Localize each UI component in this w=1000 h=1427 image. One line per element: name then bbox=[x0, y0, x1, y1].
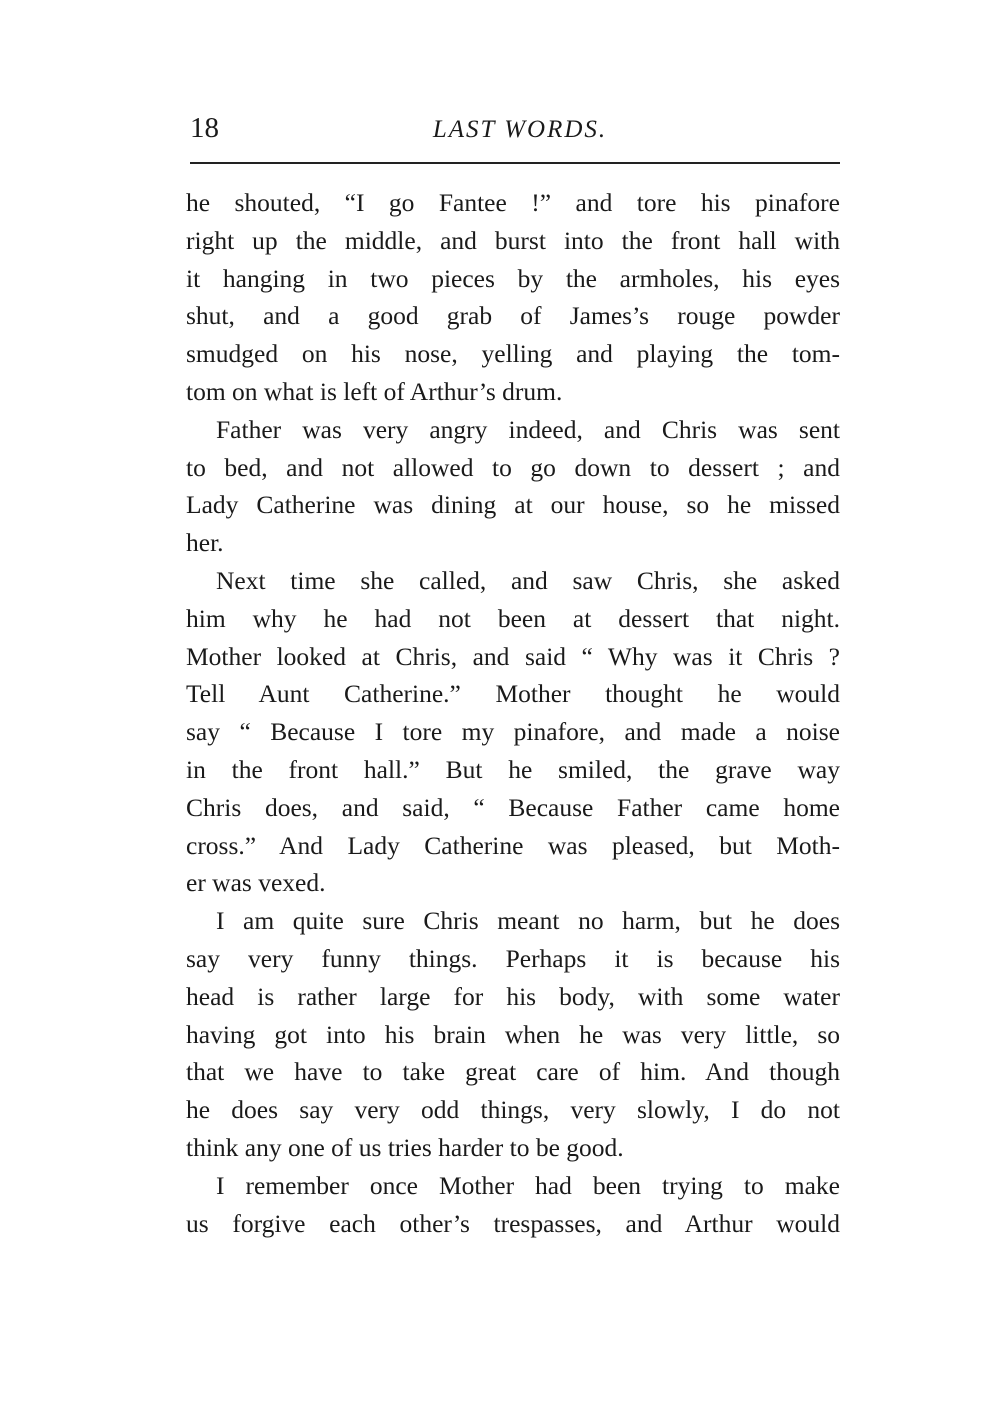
text-line: Tell Aunt Catherine.” Mother thought he would bbox=[186, 679, 840, 709]
text-line: Next time she called, and saw Chris, she asked bbox=[216, 565, 840, 595]
text-line: having got into his brain when he was very little, so bbox=[186, 1019, 840, 1049]
text-line: head is rather large for his body, with some water bbox=[186, 981, 840, 1011]
text-line: think any one of us tries harder to be good. bbox=[186, 1132, 624, 1162]
text-line: er was vexed. bbox=[186, 868, 326, 898]
body-text bbox=[186, 184, 840, 1242]
text-line: say very funny things. Perhaps it is because his bbox=[186, 943, 840, 973]
text-line: her. bbox=[186, 528, 224, 558]
text-line: in the front hall.” But he smiled, the grave way bbox=[186, 754, 840, 784]
text-line: smudged on his nose, yelling and playing the tom- bbox=[186, 339, 840, 369]
text-line: cross.” And Lady Catherine was pleased, but Moth- bbox=[186, 830, 840, 860]
text-line: he shouted, “I go Fantee !” and tore his pinafore bbox=[186, 188, 840, 217]
text-line: us forgive each other’s trespasses, and Arthur would bbox=[186, 1208, 840, 1238]
text-line: Chris does, and said, “ Because Father came home bbox=[186, 792, 840, 822]
text-line: I remember once Mother had been trying to make bbox=[216, 1170, 840, 1200]
text-line: Mother looked at Chris, and said “ Why was it Chris ? bbox=[186, 641, 840, 671]
text-line: Father was very angry indeed, and Chris was sent bbox=[216, 414, 840, 444]
page-number: 18 bbox=[190, 112, 219, 144]
header-rule bbox=[190, 162, 840, 164]
text-line: Lady Catherine was dining at our house, so he missed bbox=[186, 490, 840, 520]
text-line: that we have to take great care of him. And though bbox=[186, 1057, 840, 1087]
text-line: shut, and a good grab of James’s rouge powder bbox=[186, 301, 840, 331]
text-line: him why he had not been at dessert that night. bbox=[186, 603, 840, 633]
text-line: it hanging in two pieces by the armholes, his eyes bbox=[186, 263, 840, 293]
text-line: right up the middle, and burst into the front hall with bbox=[186, 225, 840, 255]
running-head: LAST WORDS. bbox=[432, 116, 608, 143]
text-line: to bed, and not allowed to go down to dessert ; and bbox=[186, 452, 840, 482]
text-line: he does say very odd things, very slowly, I do not bbox=[186, 1095, 840, 1125]
text-line: say “ Because I tore my pinafore, and made a noise bbox=[186, 717, 840, 747]
text-line: I am quite sure Chris meant no harm, but he does bbox=[216, 906, 840, 936]
text-line: tom on what is left of Arthur’s drum. bbox=[186, 376, 563, 406]
